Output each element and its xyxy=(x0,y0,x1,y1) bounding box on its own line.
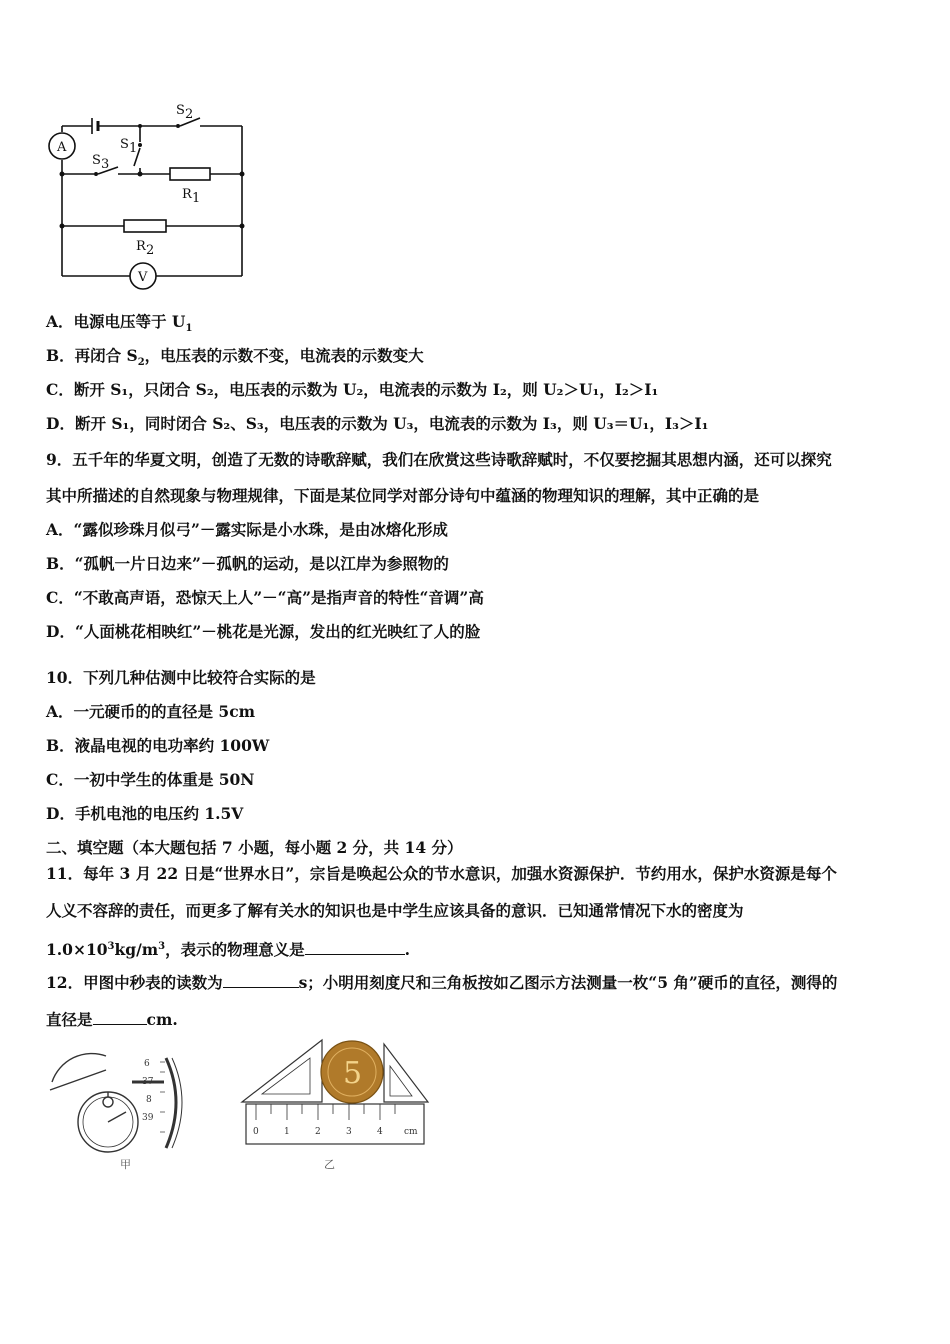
circuit-diagram xyxy=(44,98,254,290)
s2-sub: 2 xyxy=(185,107,194,122)
ammeter-label: A xyxy=(57,140,67,155)
r1-label: R xyxy=(182,187,192,202)
ruler-unit: cm xyxy=(404,1127,418,1137)
q9-option-d: D．“人面桃花相映红”－桃花是光源，发出的红光映红了人的脸 xyxy=(46,622,481,641)
s3-sub: 3 xyxy=(101,157,110,172)
q10-option-b: B．液晶电视的电功率约 100W xyxy=(46,736,270,755)
voltmeter-label: V xyxy=(138,270,148,285)
q10-stem: 10．下列几种估测中比较符合实际的是 xyxy=(46,668,316,687)
q9-option-b: B．“孤帆一片日边来”－孤帆的运动，是以江岸为参照物的 xyxy=(46,554,449,573)
q9-stem-line1: 9．五千年的华夏文明，创造了无数的诗歌辞赋，我们在欣赏这些诗歌辞赋时，不仅要挖掘其思想内涵，还可以探究 xyxy=(46,450,832,469)
q8-option-b: B．再闭合 $S_2$，电压表的示数不变，电流表的示数变大 xyxy=(46,346,424,369)
ruler-tick-1: 1 xyxy=(284,1127,290,1137)
r2-sub: 2 xyxy=(146,243,155,258)
q9-option-a: A．“露似珍珠月似弓”－露实际是小水珠，是由冰熔化形成 xyxy=(46,520,448,539)
section2-title: 二、填空题（本大题包括 7 小题，每小题 2 分，共 14 分） xyxy=(46,838,463,857)
q9-stem-line2: 其中所描述的自然现象与物理规律，下面是某位同学对部分诗句中蕴涵的物理知识的理解，其中正确的是 xyxy=(46,486,760,505)
s3-label: S xyxy=(92,153,101,168)
ruler-tick-3: 3 xyxy=(346,1127,352,1137)
s1-label: S xyxy=(120,137,129,152)
r2-label: R xyxy=(136,239,146,254)
ruler-tick-0: 0 xyxy=(253,1127,259,1137)
q11-answer-blank[interactable] xyxy=(305,940,405,955)
q11-line3: $1.0\times 10^3kg/m^3$，表示的物理意义是 . xyxy=(46,940,411,960)
stopwatch-caption: 甲 xyxy=(120,1158,131,1171)
stopwatch-mark-39: 39 xyxy=(142,1113,154,1123)
q12-line1: 12．甲图中秒表的读数为 s；小明用刻度尺和三角板按如乙图示方法测量一枚“5 角”硬币的直径，测得的 xyxy=(46,973,838,992)
q11-line2: 人义不容辞的责任，而更多了解有关水的知识也是中学生应该具备的意识．已知通常情况下水的密度为 xyxy=(46,901,744,920)
coin-label: 5 xyxy=(343,1056,363,1091)
q10-option-c: C．一初中学生的体重是 50N xyxy=(46,770,255,789)
r1-sub: 1 xyxy=(192,191,201,206)
q10-option-a: A．一元硬币的的直径是 5cm xyxy=(46,702,256,721)
stopwatch-mark-37: 37 xyxy=(142,1077,154,1087)
ruler-tick-4: 4 xyxy=(377,1127,383,1137)
q9-option-c: C．“不敢高声语，恐惊天上人”－“高”是指声音的特性“音调”高 xyxy=(46,588,484,607)
q12-diameter-blank[interactable] xyxy=(93,1010,147,1025)
q8-option-c: C．断开 S₁，只闭合 S₂，电压表的示数为 U₂，电流表的示数为 I₂，则 U₂＞U₁，I₂＞I₁ xyxy=(46,380,659,399)
ruler-figure xyxy=(238,1036,434,1148)
q10-option-d: D．手机电池的电压约 1.5V xyxy=(46,804,244,823)
ruler-tick-2: 2 xyxy=(315,1127,321,1137)
s1-sub: 1 xyxy=(129,141,138,156)
stopwatch-mark-6: 6 xyxy=(144,1059,150,1069)
q8-option-a: A．电源电压等于 $U_1$ xyxy=(46,312,193,335)
q11-line1: 11．每年 3 月 22 日是“世界水日”，宗旨是唤起公众的节水意识，加强水资源保护．节约用水，保护水资源是每个 xyxy=(46,864,837,883)
ruler-caption: 乙 xyxy=(324,1158,335,1171)
s2-label: S xyxy=(176,103,185,118)
q8-option-d: D．断开 S₁，同时闭合 S₂、S₃，电压表的示数为 U₃，电流表的示数为 I₃，则 U₃＝U₁，I₃＞I₁ xyxy=(46,414,709,433)
q12-line2: 直径是 cm. xyxy=(46,1010,178,1029)
stopwatch-figure xyxy=(46,1052,196,1156)
q12-stopwatch-blank[interactable] xyxy=(223,973,299,988)
stopwatch-mark-8: 8 xyxy=(146,1095,152,1105)
